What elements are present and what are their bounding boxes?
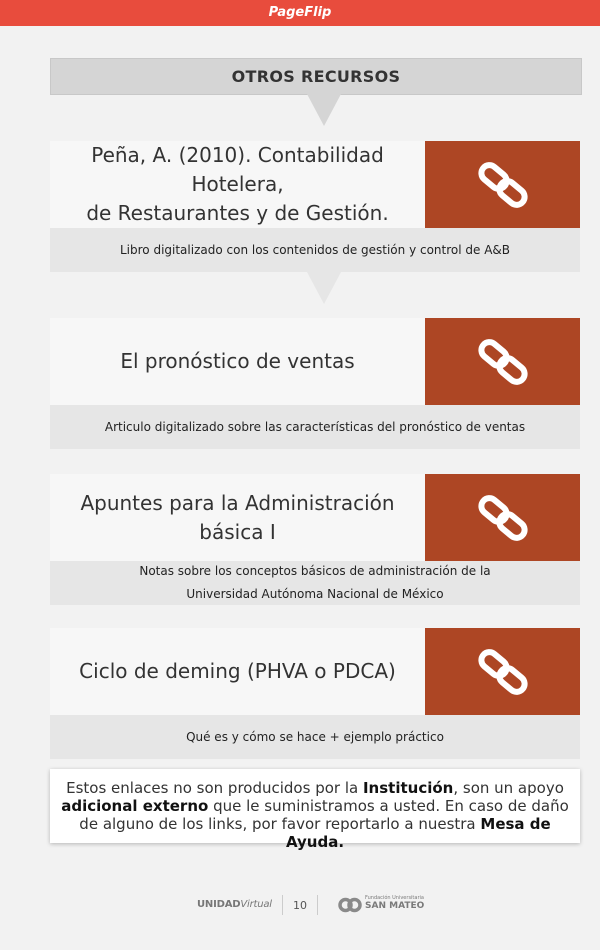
- note-text: Estos enlaces no son producidos por la: [66, 779, 363, 797]
- resource-description: [50, 228, 580, 272]
- resource-description: [50, 715, 580, 759]
- chain-link-icon: [478, 160, 528, 210]
- resource-title: [50, 628, 425, 715]
- resource-description-line: Universidad Autónoma Nacional de México: [186, 587, 444, 601]
- note-highlight: adicional externo: [61, 797, 209, 815]
- help-desk-link[interactable]: Mesa de Ayuda.: [285, 815, 551, 851]
- note-highlight: Institución: [362, 779, 454, 797]
- chain-link-icon: [478, 337, 528, 387]
- resource-link-button[interactable]: [425, 474, 580, 561]
- app-header: [0, 0, 600, 26]
- resource-title: [50, 474, 425, 561]
- chain-link-icon: [478, 493, 528, 543]
- resource-title: [50, 318, 425, 405]
- resource-title-line: Ciclo de deming (PHVA o PDCA): [79, 659, 396, 683]
- resource-card: [50, 141, 580, 272]
- resource-card: [50, 628, 580, 759]
- divider: [317, 895, 318, 915]
- page-number: 10: [293, 899, 307, 912]
- resource-card: [50, 318, 580, 449]
- unidad-virtual-logo: [197, 899, 272, 910]
- resource-description-line: Libro digitalizado con los contenidos de gestión y control de A&B: [119, 242, 511, 257]
- resource-title-line: básica I: [199, 519, 276, 544]
- banner-pointer: [307, 94, 341, 126]
- resource-description-line: Notas sobre los conceptos básicos de administración de la: [139, 564, 491, 578]
- resource-description-line: Articulo digitalizado sobre las características del pronóstico de ventas: [104, 419, 526, 434]
- partner-logo-text: [365, 895, 424, 911]
- resource-link-button[interactable]: [425, 318, 580, 405]
- resource-title-line: El pronóstico de ventas: [120, 349, 355, 373]
- note-text: , son un apoyo: [453, 779, 564, 797]
- resource-title-line: Peña, A. (2010). Contabilidad Hotelera,: [91, 143, 384, 196]
- section-title: OTROS RECURSOS: [231, 67, 401, 86]
- disclaimer-note: [50, 769, 580, 851]
- infinity-logo: [338, 894, 362, 916]
- note-text: que le suministramos a usted. En caso de daño de alguno de los links, por favor reportarlo a nuestra: [79, 797, 569, 833]
- card-pointer: [307, 272, 341, 304]
- resource-title: [50, 141, 425, 228]
- resource-title-line: de Restaurantes y de Gestión.: [86, 201, 389, 225]
- resource-link-button[interactable]: [425, 628, 580, 715]
- resource-card: [50, 474, 580, 605]
- section-banner: [50, 58, 582, 95]
- partner-name: SAN MATEO: [365, 901, 425, 911]
- chain-link-icon: [478, 647, 528, 697]
- brand-italic: Virtual: [240, 899, 272, 910]
- resource-description: [50, 405, 580, 449]
- partner-subtitle: Fundación Universitaria: [365, 895, 424, 901]
- resource-description: [50, 561, 580, 605]
- resource-description-line: Qué es y cómo se hace + ejemplo práctico: [186, 729, 444, 744]
- page-footer: [0, 890, 600, 920]
- app-title: PageFlip: [268, 5, 332, 20]
- resource-link-button[interactable]: [425, 141, 580, 228]
- resource-title-line: Apuntes para la Administración: [80, 490, 395, 515]
- brand-bold: UNIDAD: [197, 899, 241, 910]
